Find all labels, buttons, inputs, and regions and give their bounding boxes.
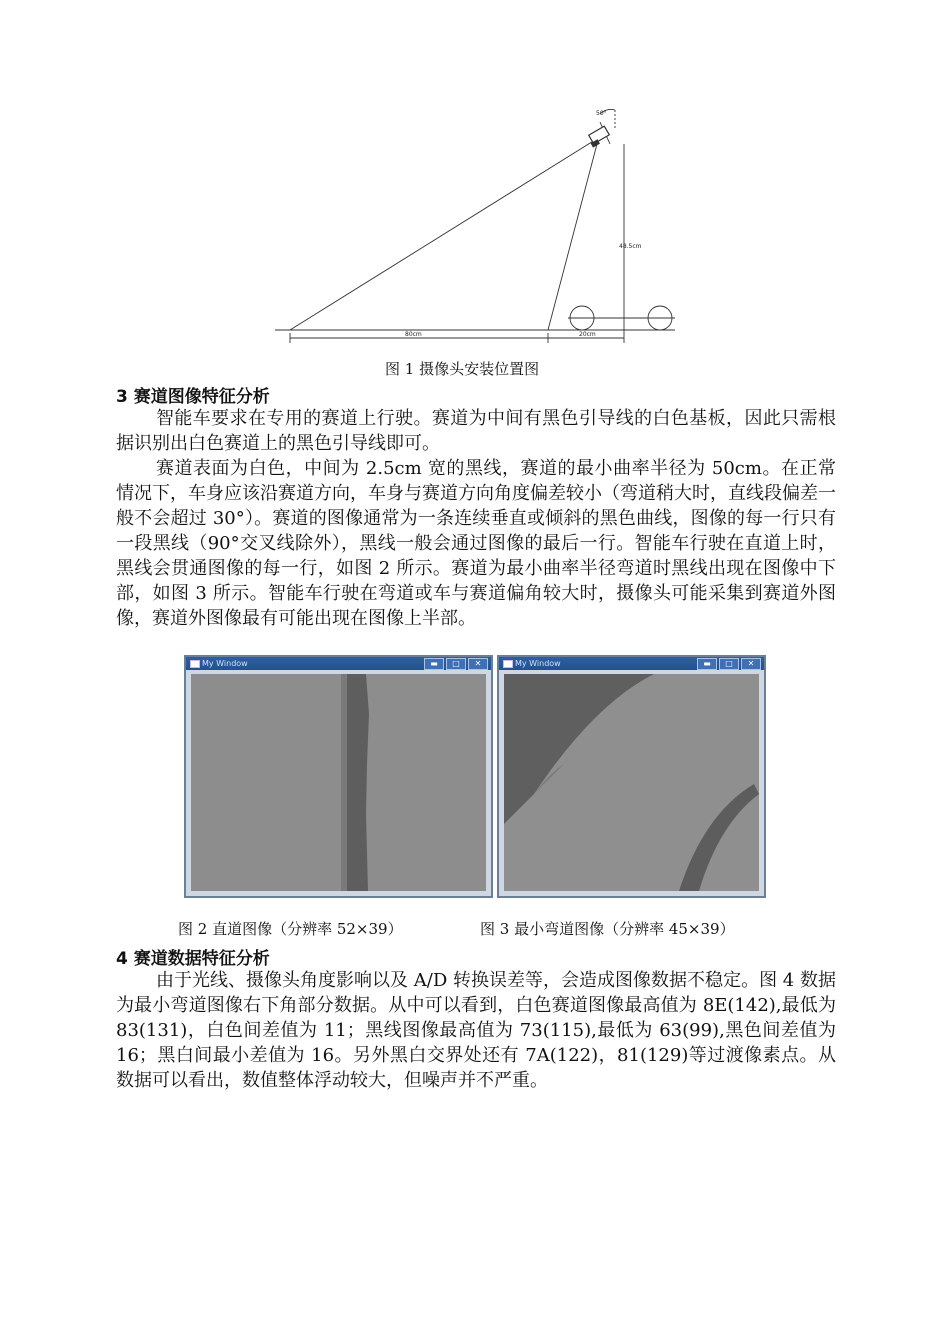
height-label: 48.5cm [619,243,642,250]
section4-body [116,968,836,1093]
paragraph: 智能车要求在专用的赛道上行驶。赛道为中间有黑色引导线的白色基板，因此只需根据识别出白色赛道上的黑色引导线即可。 [116,408,836,454]
view-ray-near [548,144,597,330]
section3-body [116,406,836,631]
straight-track-image [191,674,486,891]
close-button[interactable]: ✕ [468,658,488,670]
window-title: My Window [515,659,561,668]
window-titlebar[interactable] [499,657,764,670]
window-icon [503,660,513,668]
curve-track-image [504,674,759,891]
minimize-button[interactable]: ▬ [697,658,717,670]
camera-position-diagram [270,100,690,350]
maximize-button[interactable]: □ [446,658,466,670]
close-button[interactable]: ✕ [741,658,761,670]
window-titlebar[interactable] [186,657,491,670]
paragraph: 赛道表面为白色，中间为 2.5cm 宽的黑线，赛道的最小曲率半径为 50cm。在正常情况下，车身应该沿赛道方向，车身与赛道方向角度偏差较小（弯道稍大时，直线段偏差一般不会超过 30°）。赛道的图像通常为一条连续垂直或倾斜的黑色曲线，图像的每一行只有一段黑线（90°交叉线除外），黑线一般会通过图像的最后一行。智能车行驶在直道上时，黑线会贯通图像的每一行，如图 2 所示。赛道为最小曲率半径弯道时黑线出现在图像中下部，如图 3 所示。智能车行驶在弯道或车与赛道偏角较大时，摄像头可能采集到赛道外图像，赛道外图像最有可能出现在图像上半部。 [116,458,836,629]
straight-track-window [184,655,493,898]
window-title: My Window [202,659,248,668]
offset-label: 20cm [579,331,596,338]
curve-track-window [497,655,766,898]
maximize-button[interactable]: □ [719,658,739,670]
figure1-caption: 图 1 摄像头安装位置图 [385,360,540,378]
window-icon [190,660,200,668]
angle-label: 50° [596,110,607,117]
distance-label: 80cm [405,331,422,338]
figure2-caption: 图 2 直道图像（分辨率 52×39） [178,920,403,938]
paragraph: 由于光线、摄像头角度影响以及 A/D 转换误差等，会造成图像数据不稳定。图 4 数据为最小弯道图像右下角部分数据。从中可以看到，白色赛道图像最高值为 8E(142),最低为 83(131)，白色间差值为 11；黑线图像最高值为 73(115),最低为 63(99),黑色间差值为 16；黑白间最小差值为 16。另外黑白交界处还有 7A(122)，81(129)等过渡像素点。从数据可以看出，数值整体浮动较大，但噪声并不严重。 [116,970,836,1091]
section3-heading: 3 赛道图像特征分析 [116,387,270,407]
camera-icon [589,126,610,147]
section4-heading: 4 赛道数据特征分析 [116,949,270,969]
minimize-button[interactable]: ▬ [424,658,444,670]
figure3-caption: 图 3 最小弯道图像（分辨率 45×39） [480,920,735,938]
view-ray-far [290,140,595,330]
